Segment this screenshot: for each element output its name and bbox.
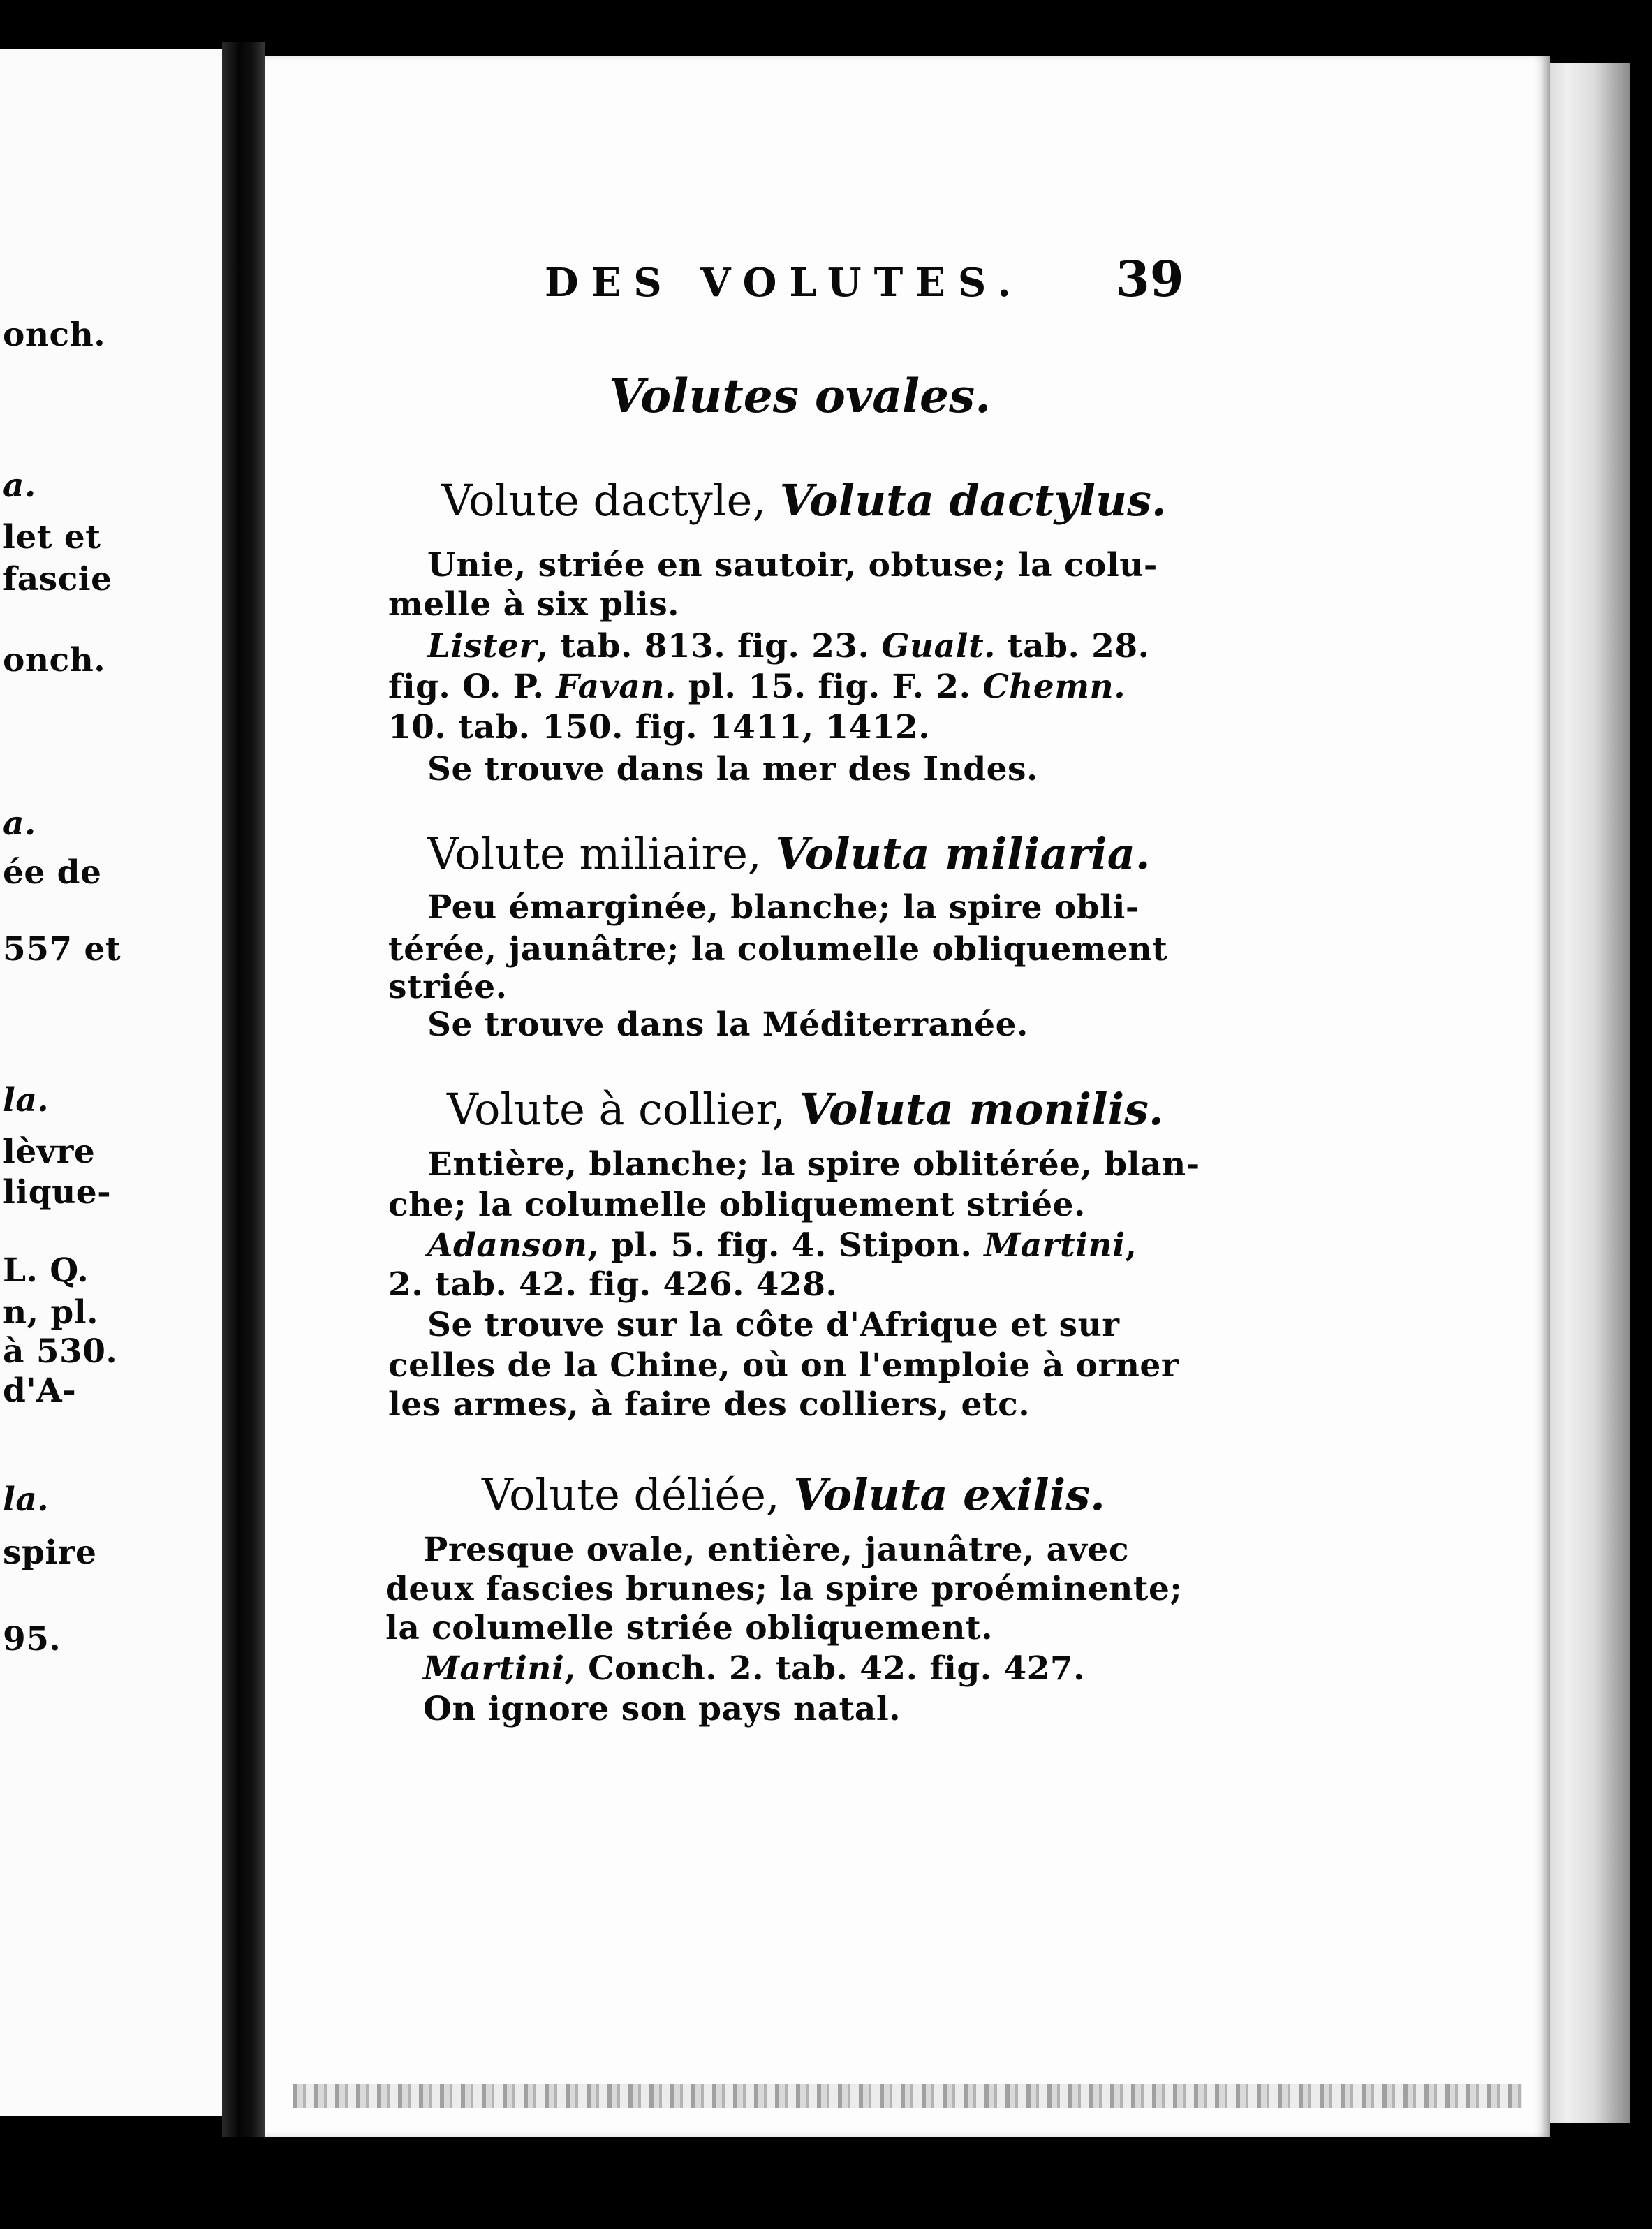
reference-line: Adanson, pl. 5. fig. 4. Stipon. Martini, <box>427 1226 1137 1265</box>
reference-line: fig. O. P. Favan. pl. 15. fig. F. 2. Chemn. <box>388 668 1126 706</box>
description-line: striée. <box>388 968 508 1006</box>
entry-latin-name: Voluta exilis. <box>793 1469 1105 1520</box>
habitat-line: On ignore son pays natal. <box>423 1690 901 1728</box>
left-fragment: la. <box>3 1081 50 1119</box>
description-line: térée, jaunâtre; la columelle obliquement <box>388 930 1168 969</box>
left-fragment: lèvre <box>3 1133 96 1171</box>
entry-title <box>447 1084 1164 1135</box>
reference-author: Lister <box>427 627 537 665</box>
entry-common-name: Volute miliaire, <box>427 828 762 879</box>
left-fragment: à 530. <box>3 1332 118 1371</box>
habitat-line: Se trouve dans la mer des Indes. <box>427 750 1038 788</box>
description-line: Peu émarginée, blanche; la spire obli- <box>427 888 1140 927</box>
reference-author: Gualt. <box>881 627 996 665</box>
description-line: la columelle striée obliquement. <box>385 1609 993 1647</box>
description-line: melle à six plis. <box>388 585 680 624</box>
reference-line: 2. tab. 42. fig. 426. 428. <box>388 1265 838 1304</box>
left-fragment: onch. <box>3 641 106 679</box>
reference-author: Martini <box>984 1226 1126 1265</box>
left-fragment: L. Q. <box>3 1251 89 1290</box>
entry-title <box>441 475 1167 526</box>
habitat-line: Se trouve sur la côte d'Afrique et sur <box>427 1306 1120 1344</box>
reference-line: Martini, Conch. 2. tab. 42. fig. 427. <box>423 1649 1085 1688</box>
description-line: deux fascies brunes; la spire proéminente; <box>385 1570 1183 1608</box>
description-line: Presque ovale, entière, jaunâtre, avec <box>423 1531 1129 1569</box>
habitat-line: Se trouve dans la Méditerranée. <box>427 1006 1028 1044</box>
section-title: Volutes ovales. <box>609 369 991 423</box>
description-line: che; la columelle obliquement striée. <box>388 1186 1086 1224</box>
habitat-line: celles de la Chine, où on l'emploie à orner <box>388 1346 1179 1385</box>
left-fragment: lique- <box>3 1173 112 1212</box>
book-spine-shadow <box>222 42 265 2137</box>
reference-author: Favan. <box>556 668 677 706</box>
previous-page-fragment <box>0 49 222 2116</box>
entry-title <box>427 828 1151 879</box>
left-fragment: 557 et <box>3 930 121 969</box>
left-fragment: la. <box>3 1480 50 1519</box>
left-fragment: a. <box>3 466 36 505</box>
entry-common-name: Volute déliée, <box>482 1469 780 1520</box>
left-fragment: 95. <box>3 1620 61 1658</box>
left-fragment: onch. <box>3 316 106 354</box>
reference-author: Martini <box>423 1649 565 1688</box>
entry-latin-name: Voluta monilis. <box>799 1084 1164 1135</box>
entry-latin-name: Voluta miliaria. <box>775 828 1151 879</box>
entry-common-name: Volute dactyle, <box>441 475 767 526</box>
left-fragment: spire <box>3 1533 97 1572</box>
habitat-line: les armes, à faire des colliers, etc. <box>388 1385 1031 1424</box>
entry-latin-name: Voluta dactylus. <box>779 475 1167 526</box>
description-line: Unie, striée en sautoir, obtuse; la colu- <box>427 546 1158 584</box>
left-fragment: d'A- <box>3 1371 77 1410</box>
left-fragment: fascie <box>3 560 112 598</box>
left-fragment: let et <box>3 518 101 557</box>
reference-line: 10. tab. 150. fig. 1411, 1412. <box>388 708 931 746</box>
page-number: 39 <box>1116 250 1184 308</box>
left-fragment: a. <box>3 804 36 843</box>
entry-title <box>482 1469 1105 1520</box>
description-line: Entière, blanche; la spire oblitérée, blan- <box>427 1145 1200 1184</box>
reference-line: Lister, tab. 813. fig. 23. Gualt. tab. 28. <box>427 627 1150 665</box>
page-bottom-smudge <box>293 2084 1522 2108</box>
entry-common-name: Volute à collier, <box>447 1084 786 1135</box>
left-fragment: ée de <box>3 853 102 892</box>
left-fragment: n, pl. <box>3 1293 98 1332</box>
running-head: DES VOLUTES. <box>545 260 1024 306</box>
reference-author: Chemn. <box>982 668 1126 706</box>
page-edge <box>1540 63 1630 2123</box>
reference-author: Adanson <box>427 1226 588 1265</box>
